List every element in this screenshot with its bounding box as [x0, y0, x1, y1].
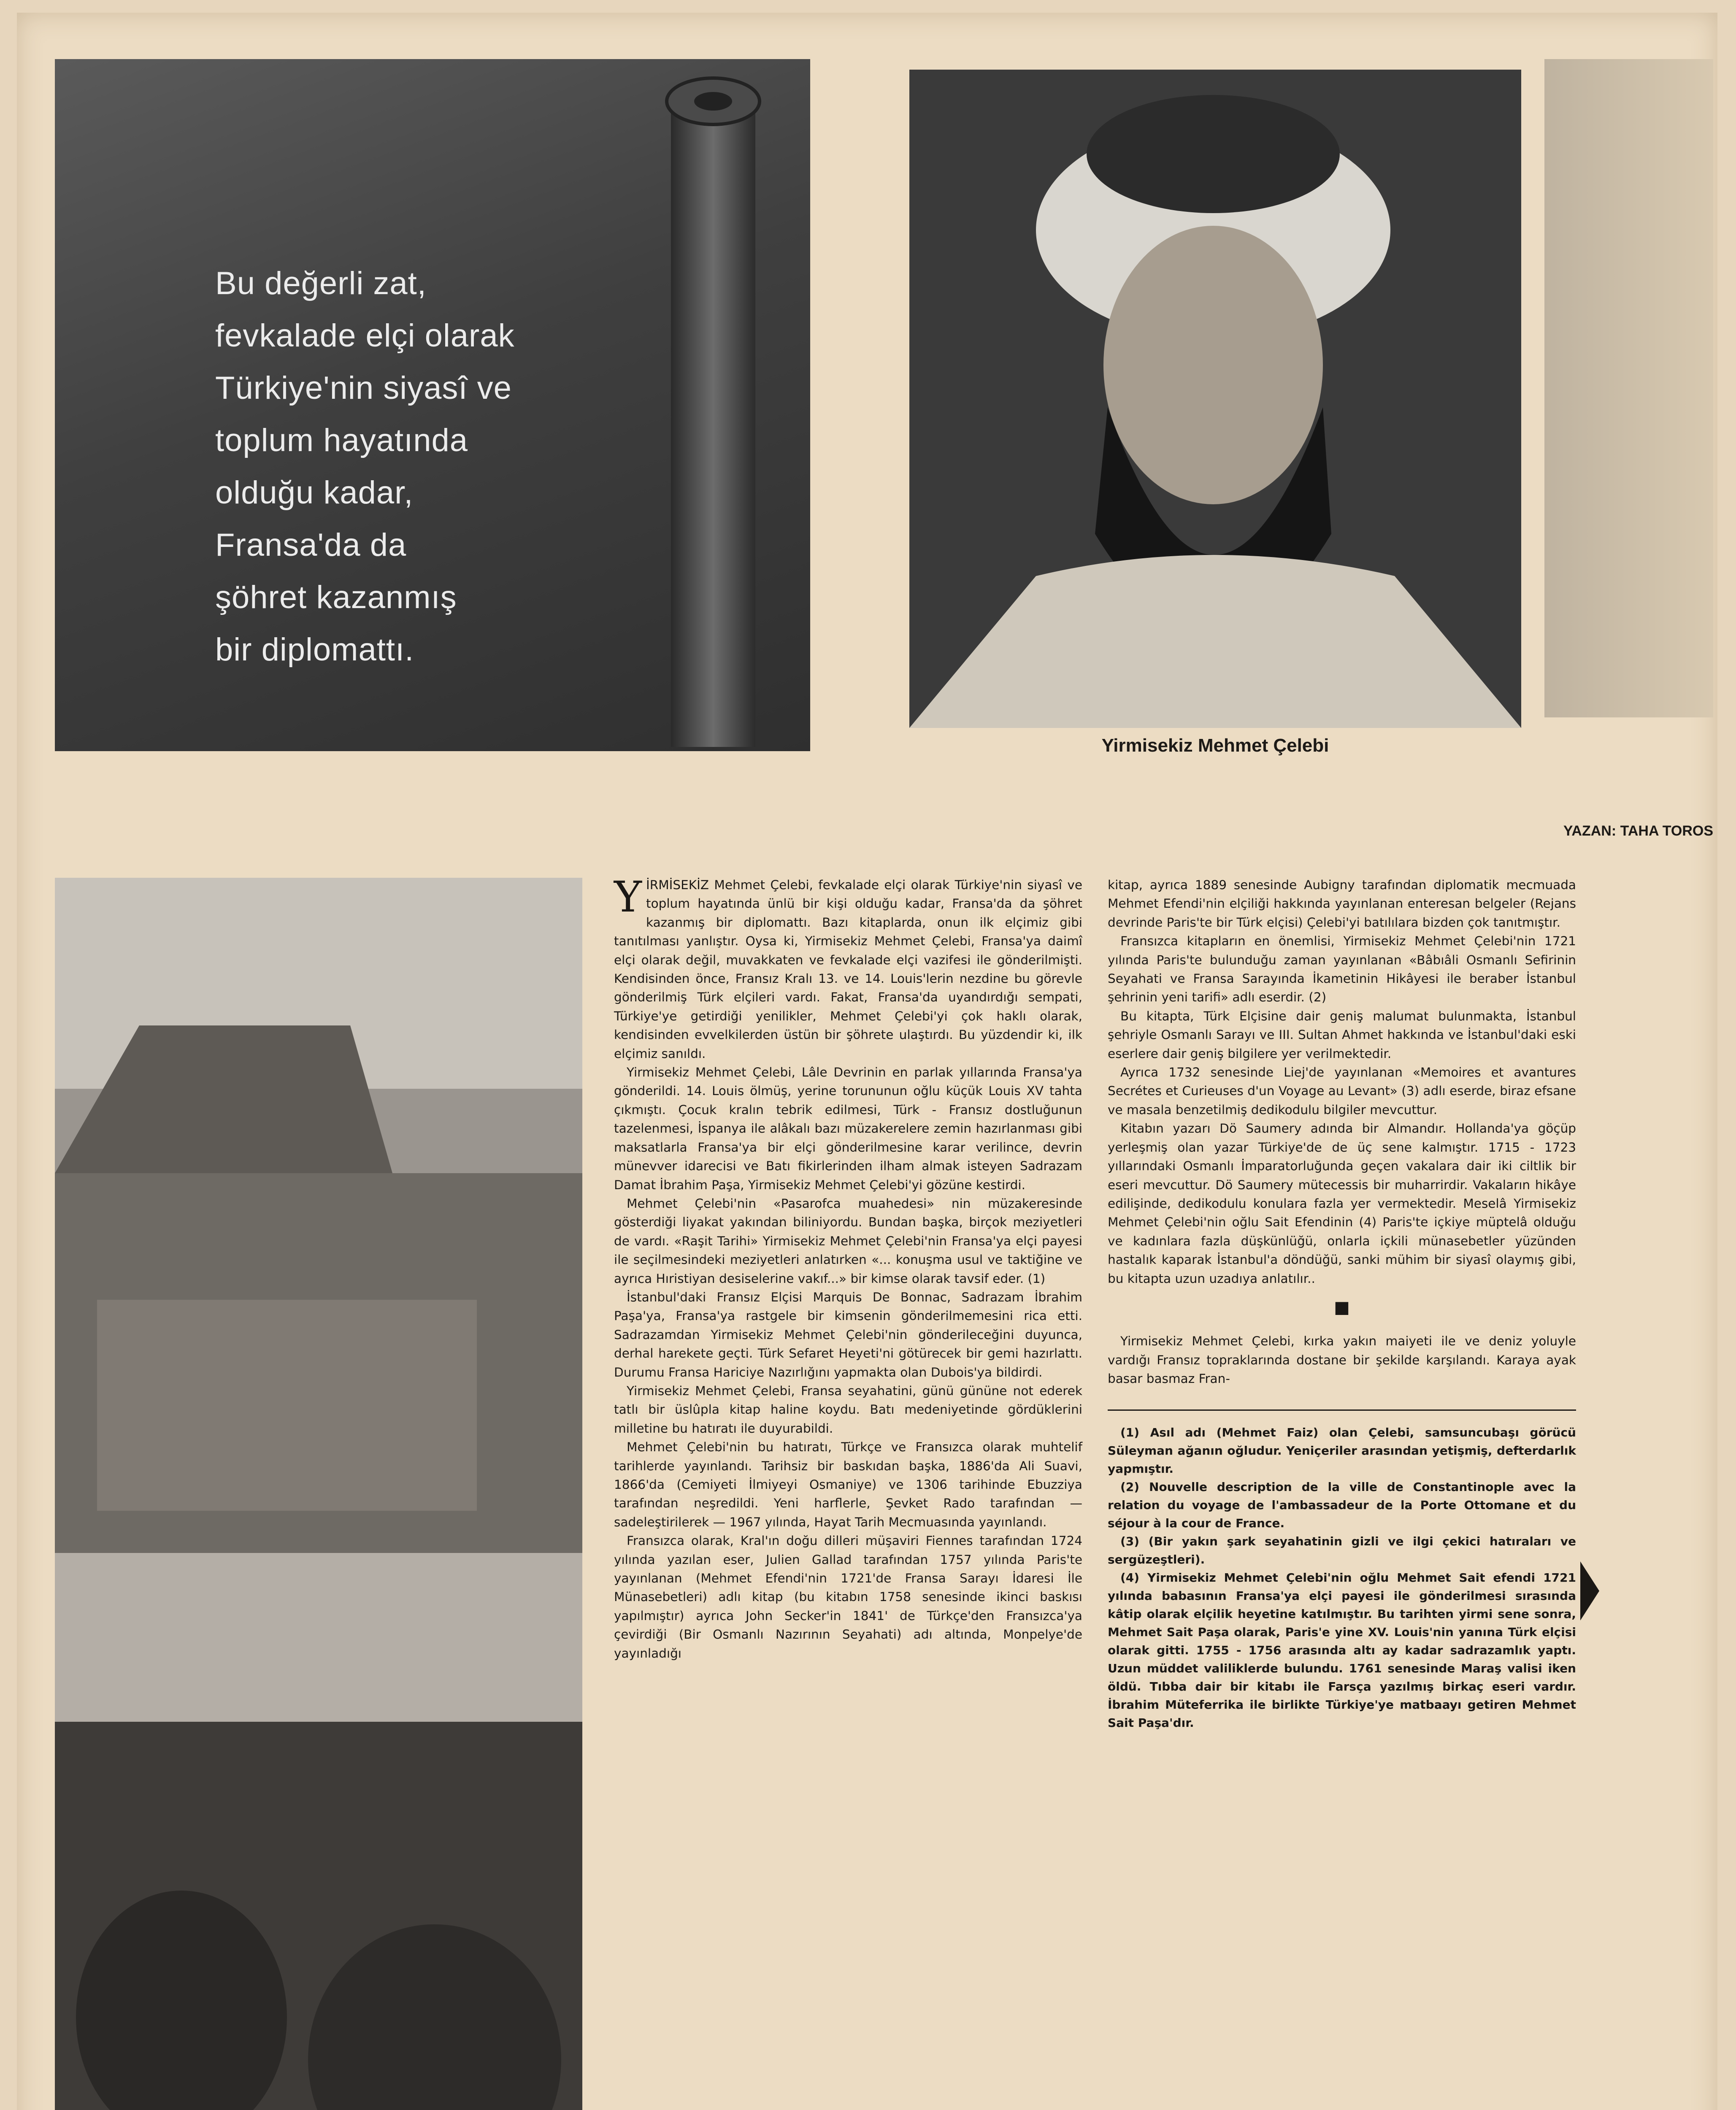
scroll-line: olduğu kadar, — [215, 475, 414, 511]
article-column-1 — [614, 872, 1082, 1663]
portrait-photo — [909, 70, 1521, 728]
article-paragraph: Bu kitapta, Türk Elçisine dair geniş malumat bulunmakta, İstanbul şehriyle Osmanlı Sarayı ve III. Sultan Ahmet hakkında ve İstanbul'daki eski eserlere dair geniş bilgilere yer verilmektedir. — [1108, 1009, 1576, 1061]
drop-cap: Y — [614, 872, 642, 922]
scroll-line: fevkalade elçi olarak — [215, 318, 515, 354]
adjacent-page-edge — [1544, 59, 1713, 717]
article-paragraph: Yirmisekiz Mehmet Çelebi, Fransa seyahatini, günü gününe not ederek tatlı bir üslûpla kitap haline koydu. Batı medeniyetinde gördüklerini milletine bu hatıratı ile duyurabildi. — [614, 1383, 1082, 1436]
article-column-2 — [1108, 876, 1576, 1732]
article-paragraph: Ayrıca 1732 senesinde Liej'de yayınlanan «Memoires et avantures Secrétes et Curieuses d'un Voyage au Levant» (3) adlı eserde, biraz efsane ve masala benzetilmiş dedikodulu bilgiler mevcuttur. — [1108, 1065, 1576, 1117]
article-paragraph — [614, 872, 1082, 1063]
footnote: (3) (Bir yakın şark seyahatinin gizli ve ilgi çekici hatıraları ve sergüzeştleri). — [1108, 1534, 1576, 1566]
author-byline: YAZAN: TAHA TOROS — [1563, 823, 1713, 839]
scroll-line: Fransa'da da — [215, 527, 407, 563]
portrait-caption: Yirmisekiz Mehmet Çelebi — [1101, 735, 1329, 756]
portrait-image — [909, 70, 1521, 728]
section-separator: ■ — [1334, 1297, 1350, 1317]
procession-engraving — [55, 878, 582, 2110]
scroll-line: bir diplomattı. — [215, 632, 414, 668]
article-paragraph: Yirmisekiz Mehmet Çelebi, Lâle Devrinin en parlak yıllarında Fransa'ya gönderildi. 14. Louis ölmüş, yerine torununun oğlu küçük Louis XV tahta çıkmıştı. Çocuk kralın tebrik edilmesi, Türk - Fransız dostluğunun tazelenmesi, İspanya ile alâkalı bazı müzakerelere zemin hazırlanması gibi maksatlarla Fransa'ya bir elçi gönderilmesine karar verilince, devrin münevver idarecisi ve Batı fikirlerinden ilham almak isteyen Sadrazam Damat İbrahim Paşa, Yirmisekiz Mehmet Çelebi'yi gözüne kestirdi. — [614, 1065, 1082, 1192]
triangle-right-icon — [1580, 1561, 1599, 1620]
engraving-illustration — [55, 878, 582, 2110]
article-paragraph: İstanbul'daki Fransız Elçisi Marquis De Bonnac, Sadrazam İbrahim Paşa'ya, Fransa'ya rastgele bir kimsenin gönderilmemesini rica etti. Sadrazamdan Yirmisekiz Mehmet Çelebi'nin gönderileceğini duyunca, derhal harekete geçti. Türk Sefaret Heyeti'ni götürecek bir gemi hazırlattı. Durumu Fransa Hariciye Nazırlığını yapmakta olan Dubois'ya bildirdi. — [614, 1290, 1082, 1380]
scroll-line: Bu değerli zat, — [215, 265, 427, 301]
article-paragraph: Kitabın yazarı Dö Saumery adında bir Almandır. Hollanda'ya göçüp yerleşmiş olan yazar Türkiye'de de üç sene kalmıştır. 1715 - 1723 yıllarındaki Osmanlı İmparatorluğunda geçen vakalara dair iki ciltlik bir eseri mevcuttur. Dö Saumery mütecessis bir muharrirdir. Vakaların hikâye edilişinde, dedikodulu konulara fazla yer vermektedir. Meselâ Yirmisekiz Mehmet Çelebi'nin oğlu Sait Efendinin (4) Paris'te içkiye müptelâ olduğu ve kadınlara fazla düşkünlüğü, onlarla içkili münasebetler yüzünden hastalık kaparak İstanbul'a döndüğü, sanki mühim bir siyasî olaymış gibi, bu kitapta uzun uzadıya anlatılır.. — [1108, 1121, 1576, 1286]
scroll-line: Türkiye'nin siyasî ve — [215, 370, 512, 406]
footnote: (1) Asıl adı (Mehmet Faiz) olan Çelebi, samsuncubaşı görücü Süleyman ağanın oğludur. Yeniçeriler arasından yetişmiş, defterdarlık yapmıştır. — [1108, 1425, 1576, 1476]
article-paragraph: kitap, ayrıca 1889 senesinde Aubigny tarafından diplomatik mecmuada Mehmet Efendi'nin elçiliği hakkında yayınlanan enteresan belgeler (Rejans devrinde Paris'te bir Türk elçisi) Çelebi'yi batılılara bizden çok tanıtmıştır. — [1108, 878, 1576, 930]
article-paragraph: Yirmisekiz Mehmet Çelebi, kırka yakın maiyeti ile ve deniz yoluyle vardığı Fransız topraklarında dostane bir şekilde karşılandı. Karaya ayak basar basmaz Fran- — [1108, 1334, 1576, 1386]
scroll-quote — [215, 257, 679, 676]
footnotes — [1108, 1409, 1576, 1732]
article-paragraph: Mehmet Çelebi'nin «Pasarofca muahedesi» nin müzakeresinde gösterdiği liyakat yakından biliniyordu. Bundan başka, birçok meziyetleri de vardı. «Raşit Tarihi» Yirmisekiz Mehmet Çelebi'nin Fransa'ya elçi payesi ile seçilmesindeki meziyetleri anlatırken «... konuşma usul ve taktiğine ve ayrıca Hıristiyan desiselerine vakıf...» bir kimse olarak tavsif eder. (1) — [614, 1196, 1082, 1286]
footnote: (4) Yirmisekiz Mehmet Çelebi'nin oğlu Mehmet Sait efendi 1721 yılında babasının Fransa'ya elçi payesi ile gönderilmesi sırasında kâtip olarak elçilik heyetine katılmıştır. Bu tarihten yirmi sene sonra, Mehmet Sait Paşa olarak, Paris'e yine XV. Louis'nin yanına Türk elçisi olarak gitti. 1755 - 1756 arasında altı ay kadar sadrazamlık yaptı. Uzun müddet valiliklerde bulundu. 1761 senesinde Maraş valisi iken öldü. Tıbba dair bir kitabı ile Farsça yazılmış birkaç eseri vardır. İbrahim Müteferrika ile birlikte Türkiye'ye matbaayı getiren Mehmet Sait Paşa'dır. — [1108, 1570, 1576, 1730]
article-paragraph: Fransızca olarak, Kral'ın doğu dilleri müşaviri Fiennes tarafından 1724 yılında yazılan eser, Julien Gallad tarafından 1757 yılında Paris'te yayınlanan (Mehmet Efendi'nin 1721'de Fransa Sarayı İdaresi İle Münasebetleri) adlı kitap (bu kitabın 1758 senesinde ikinci baskısı yapılmıştır) ayrıca John Secker'in 1841' de Türkçe'den Fransızca'ya çevirdiği (Bir Osmanlı Nazırının Seyahati) adı altında, Monpelye'de yayınladığı — [614, 1534, 1082, 1661]
article-paragraph: Mehmet Çelebi'nin bu hatıratı, Türkçe ve Fransızca olarak muhtelif tarihlerde yayınlandı. Tarihsiz bir baskıdan başka, 1886'da Ali Suavi, 1866'da (Cemiyeti İlmiyeyi Osmaniye) ve 1306 tarihinde Ebuzziya tarafından neşredildi. Yeni harflerle, Şevket Rado tarafından — sadeleştirilerek — 1967 yılında, Hayat Tarih Mecmuasında yayınlandı. — [614, 1440, 1082, 1529]
article-paragraph: Fransızca kitapların en önemlisi, Yirmisekiz Mehmet Çelebi'nin 1721 yılında Paris'te bulunduğu zaman yayınlanan «Bâbıâli Osmanlı Sefirinin Seyahati ve Fransa Sarayında İkametinin Hikâyesi ile beraber İstanbul şehrinin yeni tarifi» adlı eserdir. (2) — [1108, 934, 1576, 1005]
article-paragraph-text: İRMİSEKİZ Mehmet Çelebi, fevkalade elçi olarak Türkiye'nin siyasî ve toplum hayatında ünlü bir kişi olduğu kadar, Fransa'da da şöhret kazanmış bir diplomattı. Bazı kitaplarda, onun ilk elçimiz gibi tanıtılması yanlıştır. Oysa ki, Yirmisekiz Mehmet Çelebi, Fransa'ya daimî elçi olarak değil, muvakkaten ve fevkalade elçi vazifesi ile gönderilmişti. Kendisinden önce, Fransız Kralı 13. ve 14. Louis'lerin nezdine bu görevle gönderilmiş Türk elçileri vardı. Fakat, Fransa'da uyandırdığı sempati, Türkiye'ye getirdiği yenilikler, Mehmet Çelebi'yi çok haklı olarak, kendisinden evvelkilerden üstün bir şöhrete ulaştırdı. Bu yüzdendir ki, ilk elçimiz sanıldı. — [614, 878, 1082, 1061]
footnote: (2) Nouvelle description de la ville de Constantinople avec la relation du voyage de l'ambassadeur de la Porte Ottomane et du séjour à la cour de France. — [1108, 1480, 1576, 1530]
scroll-illustration — [55, 59, 810, 751]
scroll-line: toplum hayatında — [215, 422, 468, 458]
scroll-line: şöhret kazanmış — [215, 579, 457, 615]
